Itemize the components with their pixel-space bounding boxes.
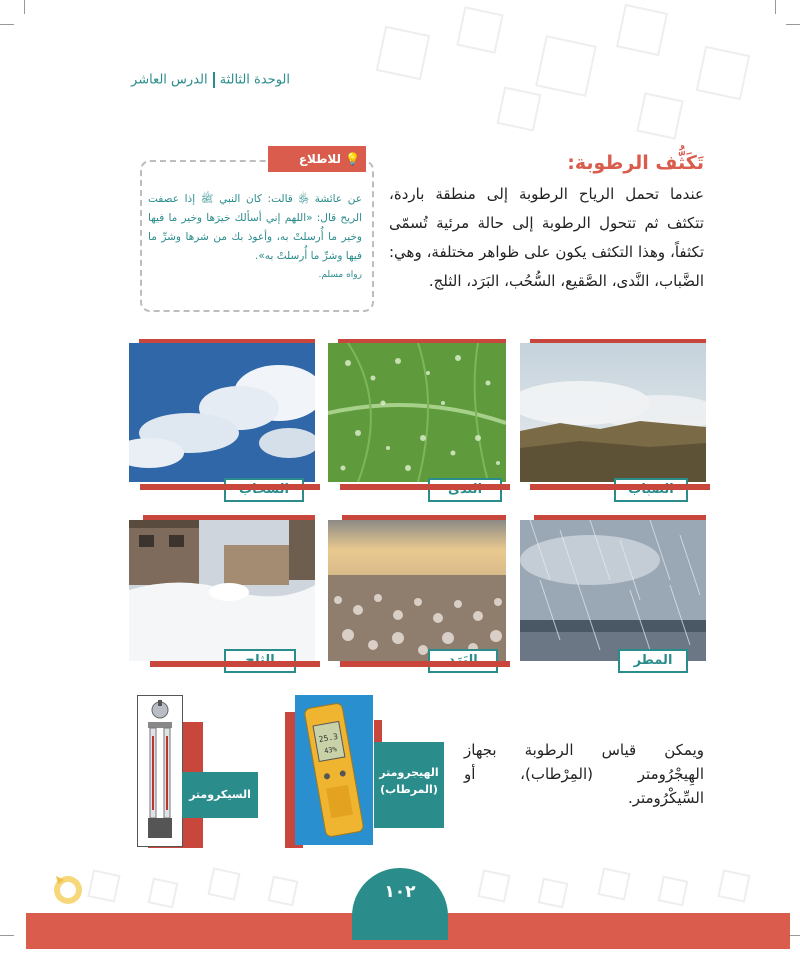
- accent-bar: [530, 339, 706, 343]
- fog-label: [614, 478, 688, 502]
- bg-square: [376, 26, 431, 81]
- accent-bar: [530, 484, 710, 490]
- hadith-text: عن عائشة ﵂ قالت: كان النبي ﷺ إذا عصفت الريح قال: «اللهم إني أسألك خيرَها وخير ما فيها وخير ما أُرسلتْ به، وأعوذ بك من شرها وشرِّ ما فيها وشرِّ ما أُرسلتْ به».: [148, 193, 362, 262]
- crop-mark: [786, 24, 800, 25]
- fog-photo: [520, 343, 706, 482]
- clouds-image: [129, 343, 315, 482]
- dew-label: [428, 478, 502, 502]
- accent-bar: [140, 484, 320, 490]
- page-number: ١٠٢: [352, 868, 448, 940]
- accent-bar: [340, 484, 510, 490]
- accent-bar: [143, 515, 315, 520]
- accent-bar: [139, 339, 315, 343]
- rain-photo: [520, 520, 706, 661]
- bg-square: [496, 86, 541, 131]
- crop-mark: [775, 0, 776, 14]
- crop-mark: [0, 935, 14, 936]
- accent-bar: [534, 515, 706, 520]
- note-tab: [268, 146, 366, 172]
- crop-mark: [0, 24, 14, 25]
- section-paragraph: عندما تحمل الرياح الرطوبة إلى منطقة باردة، تتكثف ثم تتحول الرطوبة إلى حالة مرئية تُسمّى تكثفاً، وهذا التكثف يكون على ظواهر مختلفة، وهي: الضَّباب، النَّدى، الصَّقيع، السُّحُب، البَرَد، الثلج.: [389, 185, 704, 290]
- logo-icon: [46, 866, 86, 906]
- section-title: تَكَثُّف الرطوبة:: [567, 152, 704, 174]
- hail-photo: [328, 520, 506, 661]
- bg-square: [535, 35, 597, 97]
- clouds-label: [224, 478, 304, 502]
- bg-square: [636, 92, 683, 139]
- bg-square: [717, 869, 750, 902]
- crop-mark: [24, 0, 25, 14]
- bg-square: [456, 6, 503, 53]
- hadith-source: رواه مسلم.: [318, 270, 362, 280]
- note-body: [148, 190, 362, 285]
- unit-label: الوحدة الثالثة: [219, 72, 290, 88]
- bg-square: [87, 869, 120, 902]
- bg-square: [538, 878, 569, 909]
- bg-square: [207, 867, 240, 900]
- bg-square: [616, 4, 668, 56]
- dew-image: [328, 343, 506, 482]
- bg-square: [477, 869, 510, 902]
- accent-bar: [340, 661, 510, 667]
- psychrometer-photo: [137, 695, 183, 847]
- rain-image: [520, 520, 706, 661]
- dew-photo: [328, 343, 506, 482]
- hygrometer-photo: [295, 695, 373, 845]
- lesson-label: الدرس العاشر: [131, 72, 208, 88]
- bg-square: [268, 876, 299, 907]
- hygrometer-image: [295, 695, 373, 845]
- fog-image: [520, 343, 706, 482]
- bg-square: [696, 46, 751, 101]
- clouds-photo: [129, 343, 315, 482]
- snow-photo: [129, 520, 315, 661]
- psychrometer-image: [138, 696, 182, 846]
- accent-bar: [342, 515, 506, 520]
- bg-square: [658, 876, 689, 907]
- hail-image: [328, 520, 506, 661]
- header-divider: [213, 72, 215, 88]
- bg-square: [148, 878, 179, 909]
- hygrometer-label: الهيجرومتر (المرطاب): [374, 742, 444, 828]
- bg-square: [597, 867, 630, 900]
- page-header: [131, 72, 290, 88]
- note-tab-label: للاطلاع: [298, 152, 342, 166]
- psychrometer-label: السيكرومتر: [182, 772, 258, 818]
- accent-bar: [338, 339, 506, 343]
- snow-image: [129, 520, 315, 661]
- measure-paragraph: ويمكن قياس الرطوبة بجهاز الهِيجْرُومتر (المِرْطاب)، أو السِّيكْرُومتر.: [464, 741, 704, 807]
- svg-text:25.3: 25.3: [318, 731, 339, 745]
- svg-text:43%: 43%: [323, 745, 338, 756]
- lightbulb-icon: 💡: [345, 152, 360, 166]
- rain-label: المطر: [618, 649, 688, 673]
- accent-bar: [150, 661, 320, 667]
